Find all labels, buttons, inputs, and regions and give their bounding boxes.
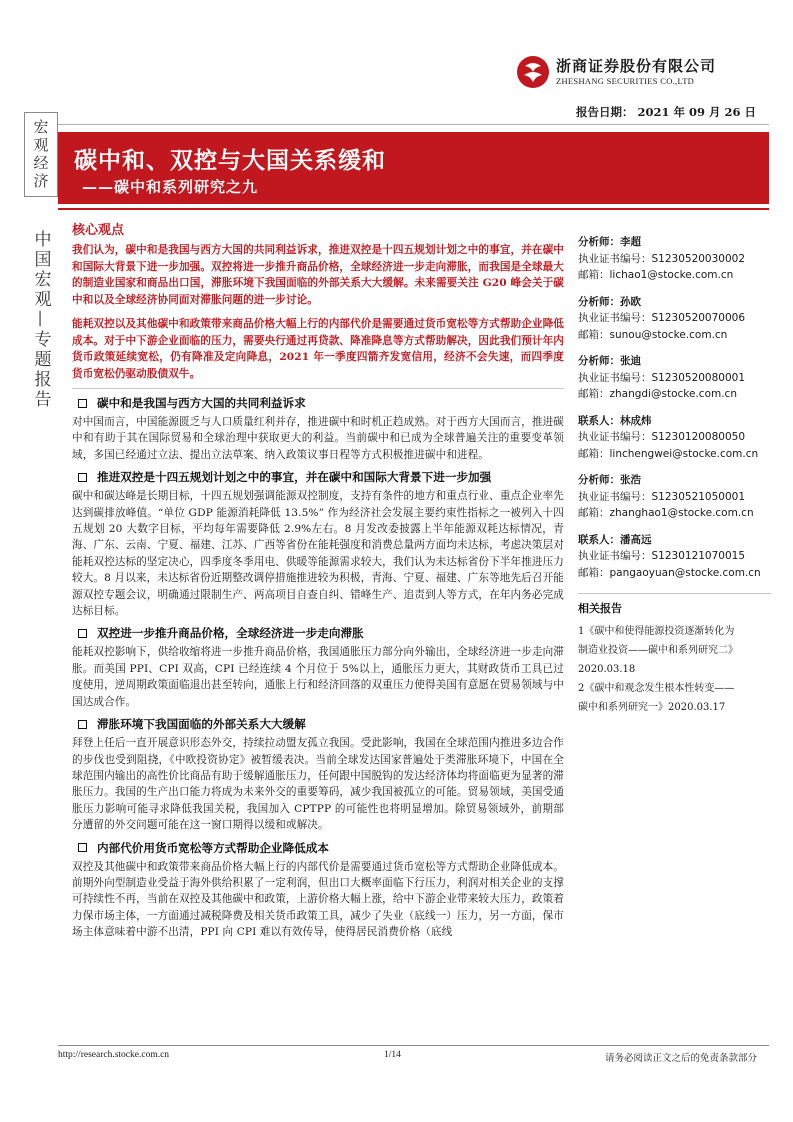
report-title: 碳中和、双控与大国关系缓和 bbox=[74, 148, 386, 174]
footer-url[interactable]: http://research.stocke.com.cn bbox=[58, 1050, 170, 1060]
title-divider bbox=[58, 208, 769, 210]
analyst-cert: S1230121070015 bbox=[651, 550, 746, 562]
checkbox-bullet-icon bbox=[78, 399, 87, 408]
analyst-sidebar bbox=[578, 234, 771, 717]
analyst-email[interactable]: pangaoyuan@stocke.com.cn bbox=[609, 566, 761, 579]
analyst-card: 联系人：林成炜 执业证书编号：S1230120080050 邮箱：linchengwei@stocke.com.cn bbox=[578, 414, 759, 460]
section-heading: 碳中和是我国与西方大国的共同利益诉求 bbox=[72, 395, 564, 411]
category-label-box bbox=[24, 112, 58, 197]
checkbox-bullet-icon bbox=[78, 720, 87, 729]
analyst-name: 李超 bbox=[620, 236, 641, 248]
analyst-card: 分析师：李超 执业证书编号：S1230520030002 邮箱：lichao1@stocke.com.cn bbox=[578, 236, 746, 281]
section-heading: 滞胀环境下我国面临的外部关系大大缓解 bbox=[72, 716, 564, 732]
analyst-card: 分析师：孙欧 执业证书编号：S1230520070006 邮箱：sunou@stocke.com.cn bbox=[578, 295, 746, 341]
core-views bbox=[72, 219, 564, 389]
analyst-card: 分析师：张迪 执业证书编号：S1230520080001 邮箱：zhangdi@stocke.com.cn bbox=[578, 355, 746, 400]
related-reports-heading: 相关报告 bbox=[578, 602, 622, 615]
analyst-email[interactable]: lichao1@stocke.com.cn bbox=[609, 269, 734, 281]
core-paragraph: 我们认为，碳中和是我国与西方大国的共同利益诉求，推进双控是十四五规划计划之中的事宜，并在碳中和国际大背景下进一步加强。双控将进一步推升商品价格，全球经济进一步走向滞胀，而我国是全球最大的制造业国家和商品出口国，滞胀环境下我国面临的外部关系大大缓解。未来需要关注 G20 峰会关于碳中和以及全球经济协同面对滞胀问题的进一步讨论。 bbox=[72, 244, 564, 306]
company-name-cn: 浙商证券股份有限公司 bbox=[556, 57, 717, 75]
section-body: 对中国而言，中国能源匮乏与人口质量红利并存，推进碳中和时机正趋成熟。对于西方大国而言，推进碳中和有助于其在国际贸易和全球治理中获取更大的利益。当前碳中和已成为全球普遍关注的重要变革领域，多国已经通过立法、提出立法草案、纳入政策议事日程等方式积极推进碳中和进程。 bbox=[72, 416, 564, 461]
main-content bbox=[72, 219, 564, 941]
analyst-email[interactable]: zhangdi@stocke.com.cn bbox=[609, 388, 737, 400]
footer-divider bbox=[58, 1045, 769, 1046]
analyst-name: 张浩 bbox=[620, 474, 641, 486]
section-body: 能耗双控影响下，供给收缩将进一步推升商品价格，我国通胀压力部分向外输出，全球经济进一步走向滞胀。而美国 PPI、CPI 双高，CPI 已经连续 4 个月位于 5%以上，通胀压力更大，其财政货币工具已过度使用，逆周期政策面临退出甚至转向，通胀上行和经济回落的双重压力使得美国有意愿在贸易领域与中国达成合作。 bbox=[72, 646, 564, 708]
section-body: 碳中和碳达峰是长期目标，十四五规划强调能源双控制度，支持有条件的地方和重点行业、重点企业率先达到碳排放峰值。“单位 GDP 能源消耗降低 13.5%” 作为经济社会发展主要约束性指标之一被列入十四五规划 20 大数字目标，平均每年需要降低 2.9%左右。8 月发改委披露上半年能源双耗达标情况，青海、广东、云南、宁夏、福建、江苏、广西等省份在能耗强度和消费总量两方面均未达标，考虑决策层对能耗双控达标的坚定决心，四季度冬季用电、供暖等能源需求较大，我们认为未达标省份下半年推进压力较大。8 月以来，未达标省份近期整改调停措施推进较为积极，青海、宁夏、福建、广东等地先后召开能源双控专题会议，明确通过限制生产、两高项目自查自纠、错峰生产、追责到人等方式，在年内务必完成达标目标。 bbox=[72, 490, 564, 618]
related-report-link[interactable]: 1《碳中和使得能源投资逐渐转化为 制造业投资——碳中和系列研究二》 2020.03.18 bbox=[578, 626, 738, 675]
analyst-email[interactable]: zhanghao1@stocke.com.cn bbox=[609, 507, 754, 519]
analyst-email[interactable]: linchengwei@stocke.com.cn bbox=[609, 447, 759, 460]
core-paragraph: 能耗双控以及其他碳中和政策带来商品价格大幅上行的内部代价是需要通过货币宽松等方式帮助企业降低成本。对于中下游企业面临的压力，需要央行通过再贷款、降准降息等方式帮助解决，因此我们预计年内货币政策延续宽松，仍有降准及定向降息，2021 年一季度四箭齐发宽信用，经济不会失速，而四季度货币宽松仍驱动股债双牛。 bbox=[72, 318, 564, 380]
report-date: 报告日期： 2021 年 09 月 26 日 bbox=[575, 105, 756, 119]
series-label-box bbox=[24, 230, 58, 410]
report-subtitle: ——碳中和系列研究之九 bbox=[82, 178, 259, 196]
page-number: 1/14 bbox=[384, 1050, 401, 1060]
analyst-name: 潘高远 bbox=[620, 533, 652, 546]
series-label: 中国宏观—专题报告 bbox=[30, 230, 51, 410]
section-heading: 推进双控是十四五规划计划之中的事宜，并在碳中和国际大背景下进一步加强 bbox=[72, 469, 564, 485]
title-band bbox=[58, 132, 769, 204]
analyst-name: 林成炜 bbox=[620, 414, 652, 427]
analyst-cert: S1230120080050 bbox=[651, 431, 746, 443]
sidebar-divider bbox=[578, 593, 771, 594]
analyst-card: 分析师：张浩 执业证书编号：S1230521050001 邮箱：zhanghao1@stocke.com.cn bbox=[578, 474, 754, 519]
analyst-cert: S1230520080001 bbox=[651, 371, 746, 384]
section-heading: 内部代价用货币宽松等方式帮助企业降低成本 bbox=[72, 840, 564, 856]
analyst-name: 张迪 bbox=[620, 355, 641, 367]
analyst-name: 孙欧 bbox=[620, 295, 641, 308]
footer-disclaimer: 请务必阅读正文之后的免责条款部分 bbox=[604, 1053, 757, 1064]
company-logo bbox=[516, 52, 746, 92]
company-name-en: ZHESHANG SECURITIES CO.,LTD bbox=[556, 76, 695, 86]
analyst-cert: S1230521050001 bbox=[651, 490, 746, 503]
section-body: 双控及其他碳中和政策带来商品价格大幅上行的内部代价是需要通过货币宽松等方式帮助企业降低成本。前期外向型制造业受益于海外供给积累了一定利润，但出口大概率面临下行压力，利润对相关企业的支撑可持续性不再，当前在双控及其他碳中和政策，上游价格大幅上涨，给中下游企业带来较大压力，政策着力保市场主体，一方面通过减税降费及相关货币政策工具，减少了失业（底线一）压力，另一方面，保市场主体意味着中游不出清，PPI 向 CPI 难以有效传导，使得居民消费价格（底线 bbox=[72, 860, 564, 939]
section-body: 拜登上任后一直开展意识形态外交，持续拉动盟友孤立我国。受此影响，我国在全球范围内推进多边合作的步伐也受到阻挠，《中欧投资协定》被暂缓表决。当前全球发达国家普遍处于类滞胀环境下，中国在全球范围内输出的高性价比商品有助于缓解通胀压力，任何跟中国脱钩的发达经济体均将面临更为显著的滞胀压力。我国的生产出口能力将成为未来外交的重要筹码，减少我国被孤立的可能。贸易领域，美国受通胀压力影响可能寻求降低我国关税，我国加入 CPTPP 的可能性也将明显增加。除贸易领域外，前期部分遭留的外交问题可能在这一窗口期得以缓和或解决。 bbox=[72, 737, 564, 832]
checkbox-bullet-icon bbox=[78, 473, 87, 482]
analyst-email[interactable]: sunou@stocke.com.cn bbox=[609, 328, 728, 341]
checkbox-bullet-icon bbox=[78, 629, 87, 638]
category-label: 宏观经济 bbox=[31, 118, 50, 191]
core-views-heading: 核心观点 bbox=[72, 223, 125, 238]
checkbox-bullet-icon bbox=[78, 843, 87, 852]
analyst-card: 联系人：潘高远 执业证书编号：S1230121070015 邮箱：pangaoyuan@stocke.com.cn bbox=[578, 533, 761, 579]
analyst-cert: S1230520030002 bbox=[651, 252, 746, 265]
related-report-link[interactable]: 2《碳中和观念发生根本性转变—— 碳中和系列研究一》2020.03.17 bbox=[578, 683, 735, 713]
analyst-role: 分析师： bbox=[578, 236, 620, 248]
top-divider bbox=[24, 124, 769, 125]
analyst-cert: S1230520070006 bbox=[651, 312, 746, 324]
section-heading: 双控进一步推升商品价格，全球经济进一步走向滞胀 bbox=[72, 625, 564, 641]
zheshang-logo-icon bbox=[516, 55, 550, 89]
